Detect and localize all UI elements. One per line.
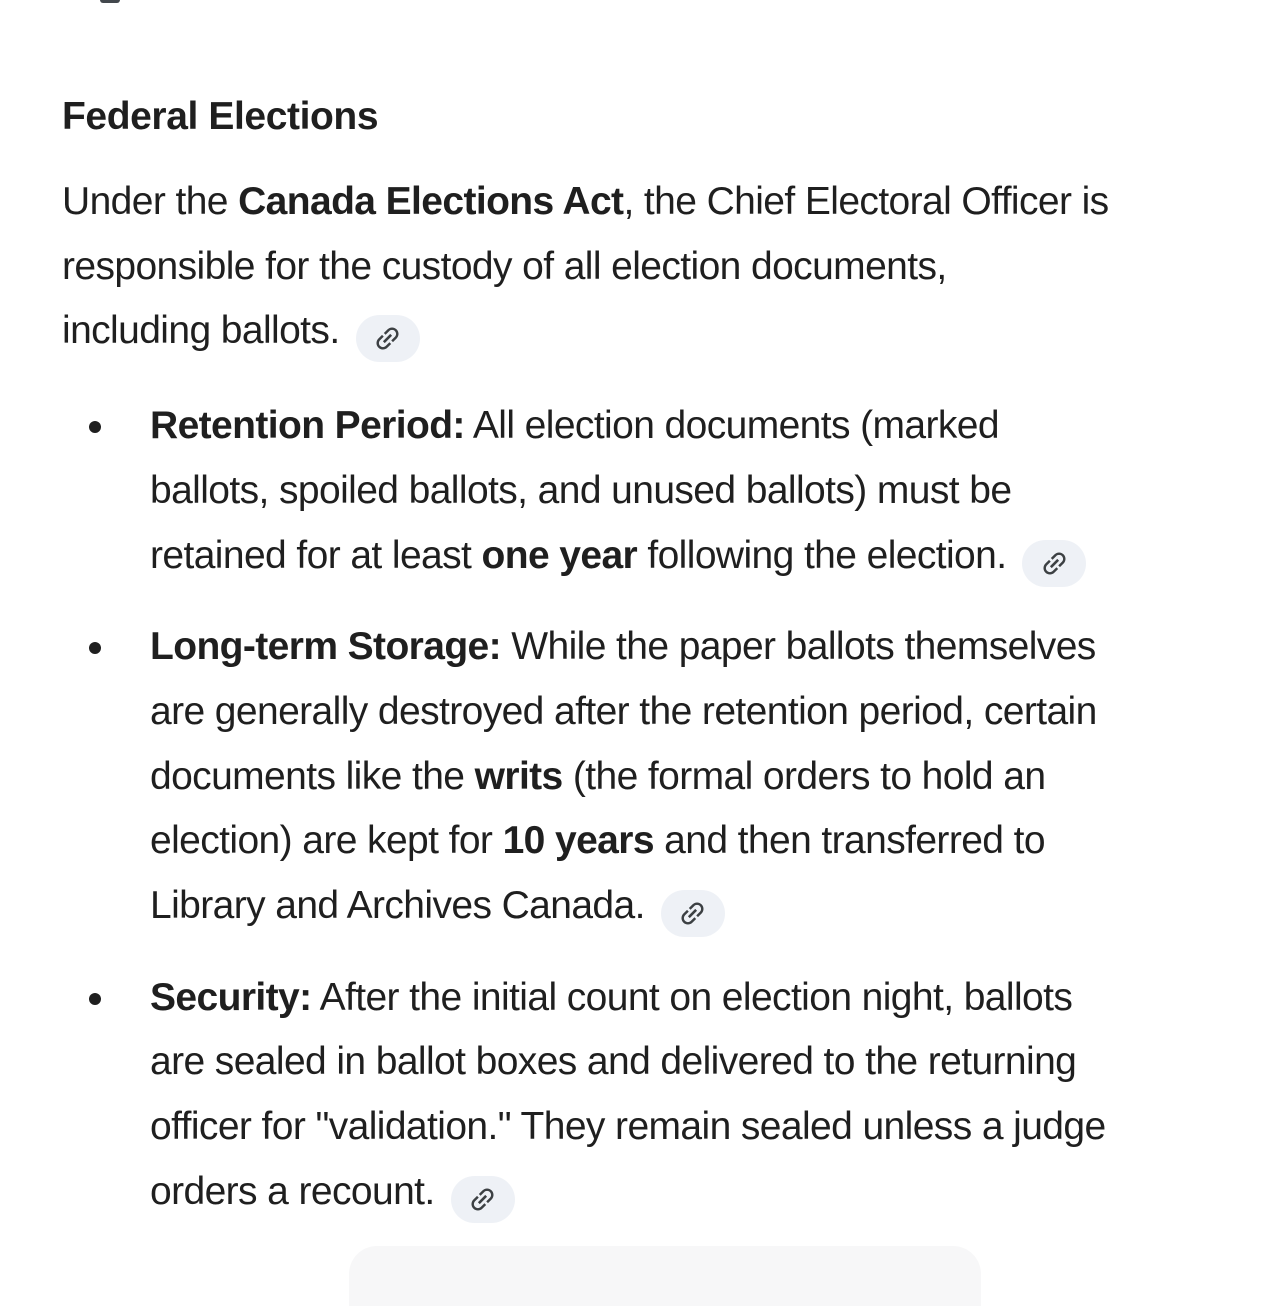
list-item-security: Security: After the initial count on election night, ballots are sealed in ballot boxes and delivered to the returning officer for "validation." They remain sealed unless a judge orders a recount. [62,966,1245,1225]
link-icon [366,317,410,361]
intro-paragraph: Under the Canada Elections Act, the Chief Electoral Officer is responsible for the custody of all election documents, including ballots. [62,170,1245,364]
citation-chip[interactable] [661,890,725,937]
list-item-retention-period: Retention Period: All election documents (marked ballots, spoiled ballots, and unused ballots) must be retained for at least one year following the election. [62,394,1245,588]
cutoff-element-top [100,0,120,3]
citation-chip[interactable] [356,315,420,362]
citation-chip[interactable] [451,1176,515,1223]
chat-response [62,84,1245,1252]
list-item-long-term-storage: Long-term Storage: While the paper ballots themselves are generally destroyed after the retention period, certain documents like the writs (the formal orders to hold an election) are kept for 10 years and then transferred to Library and Archives Canada. [62,615,1245,939]
bullet-list [62,394,1245,1224]
section-heading: Federal Elections [62,95,379,138]
link-icon [671,892,715,936]
link-icon [1033,541,1077,585]
cutoff-panel-bottom [349,1246,981,1306]
citation-chip[interactable] [1022,540,1086,587]
link-icon [461,1177,505,1221]
